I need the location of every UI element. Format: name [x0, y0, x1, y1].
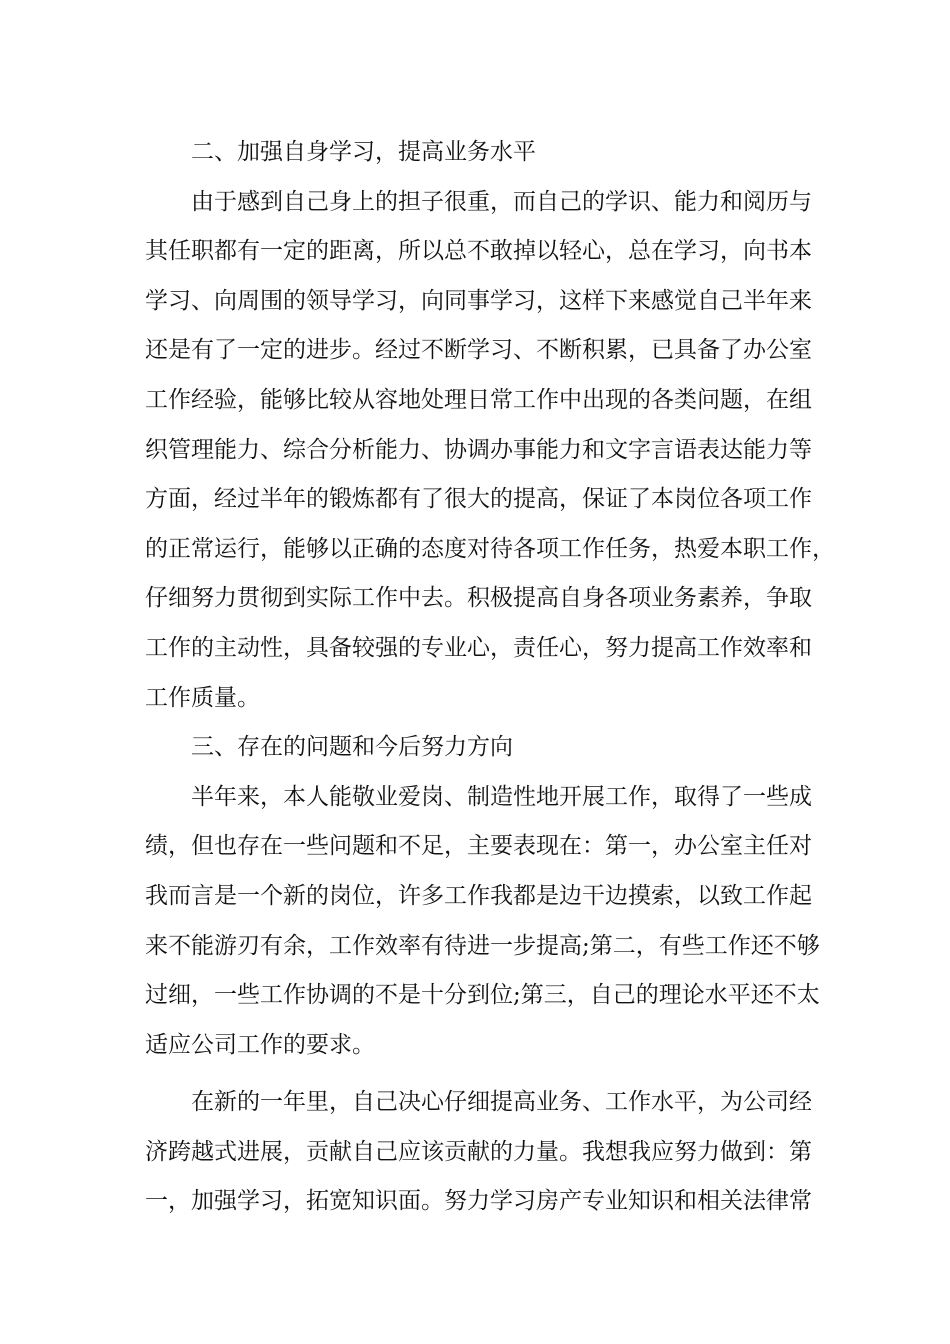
paragraph-line: 工作经验，能够比较从容地处理日常工作中出现的各类问题，在组: [145, 386, 812, 413]
section-heading: 三、存在的问题和今后努力方向: [191, 734, 513, 761]
paragraph-line: 工作的主动性，具备较强的专业心，责任心，努力提高工作效率和: [145, 634, 812, 661]
paragraph-line: 仔细努力贯彻到实际工作中去。积极提高自身各项业务素养，争取: [145, 585, 812, 612]
paragraph-line: 济跨越式进展，贡献自己应该贡献的力量。我想我应努力做到：第: [145, 1138, 812, 1165]
paragraph-line: 学习、向周围的领导学习，向同事学习，这样下来感觉自己半年来: [145, 287, 812, 314]
paragraph-line: 织管理能力、综合分析能力、协调办事能力和文字言语表达能力等: [145, 436, 812, 463]
paragraph-line: 的正常运行，能够以正确的态度对待各项工作任务，热爱本职工作，: [145, 535, 835, 562]
paragraph-line: 其任职都有一定的距离，所以总不敢掉以轻心，总在学习，向书本: [145, 238, 812, 265]
paragraph-line: 过细，一些工作协调的不是十分到位;第三，自己的理论水平还不太: [145, 982, 820, 1009]
document-body: [145, 128, 835, 1227]
paragraph-line: 绩，但也存在一些问题和不足，主要表现在：第一，办公室主任对: [145, 833, 812, 860]
section-heading: 二、加强自身学习，提高业务水平: [191, 139, 536, 165]
paragraph-line: 方面，经过半年的锻炼都有了很大的提高，保证了本岗位各项工作: [145, 486, 812, 513]
paragraph-line: 工作质量。: [145, 684, 260, 711]
paragraph: [145, 773, 820, 1071]
paragraph-line: 适应公司工作的要求。: [145, 1031, 375, 1058]
paragraph-line: 还是有了一定的进步。经过不断学习、不断积累，已具备了办公室: [145, 337, 812, 364]
paragraph-line: 一，加强学习，拓宽知识面。努力学习房产专业知识和相关法律常: [145, 1188, 812, 1215]
paragraph: [145, 1078, 810, 1227]
paragraph-line: 在新的一年里，自己决心仔细提高业务、工作水平，为公司经: [191, 1089, 812, 1116]
paragraph-line: 我而言是一个新的岗位，许多工作我都是边干边摸索，以致工作起: [145, 882, 812, 909]
paragraph-line: 由于感到自己身上的担子很重，而自己的学识、能力和阅历与: [191, 188, 812, 215]
paragraph-line: 来不能游刃有余，工作效率有待进一步提高;第二，有些工作还不够: [145, 932, 820, 959]
paragraph-line: 半年来，本人能敬业爱岗、制造性地开展工作，取得了一些成: [191, 783, 812, 810]
paragraph: [145, 178, 835, 724]
